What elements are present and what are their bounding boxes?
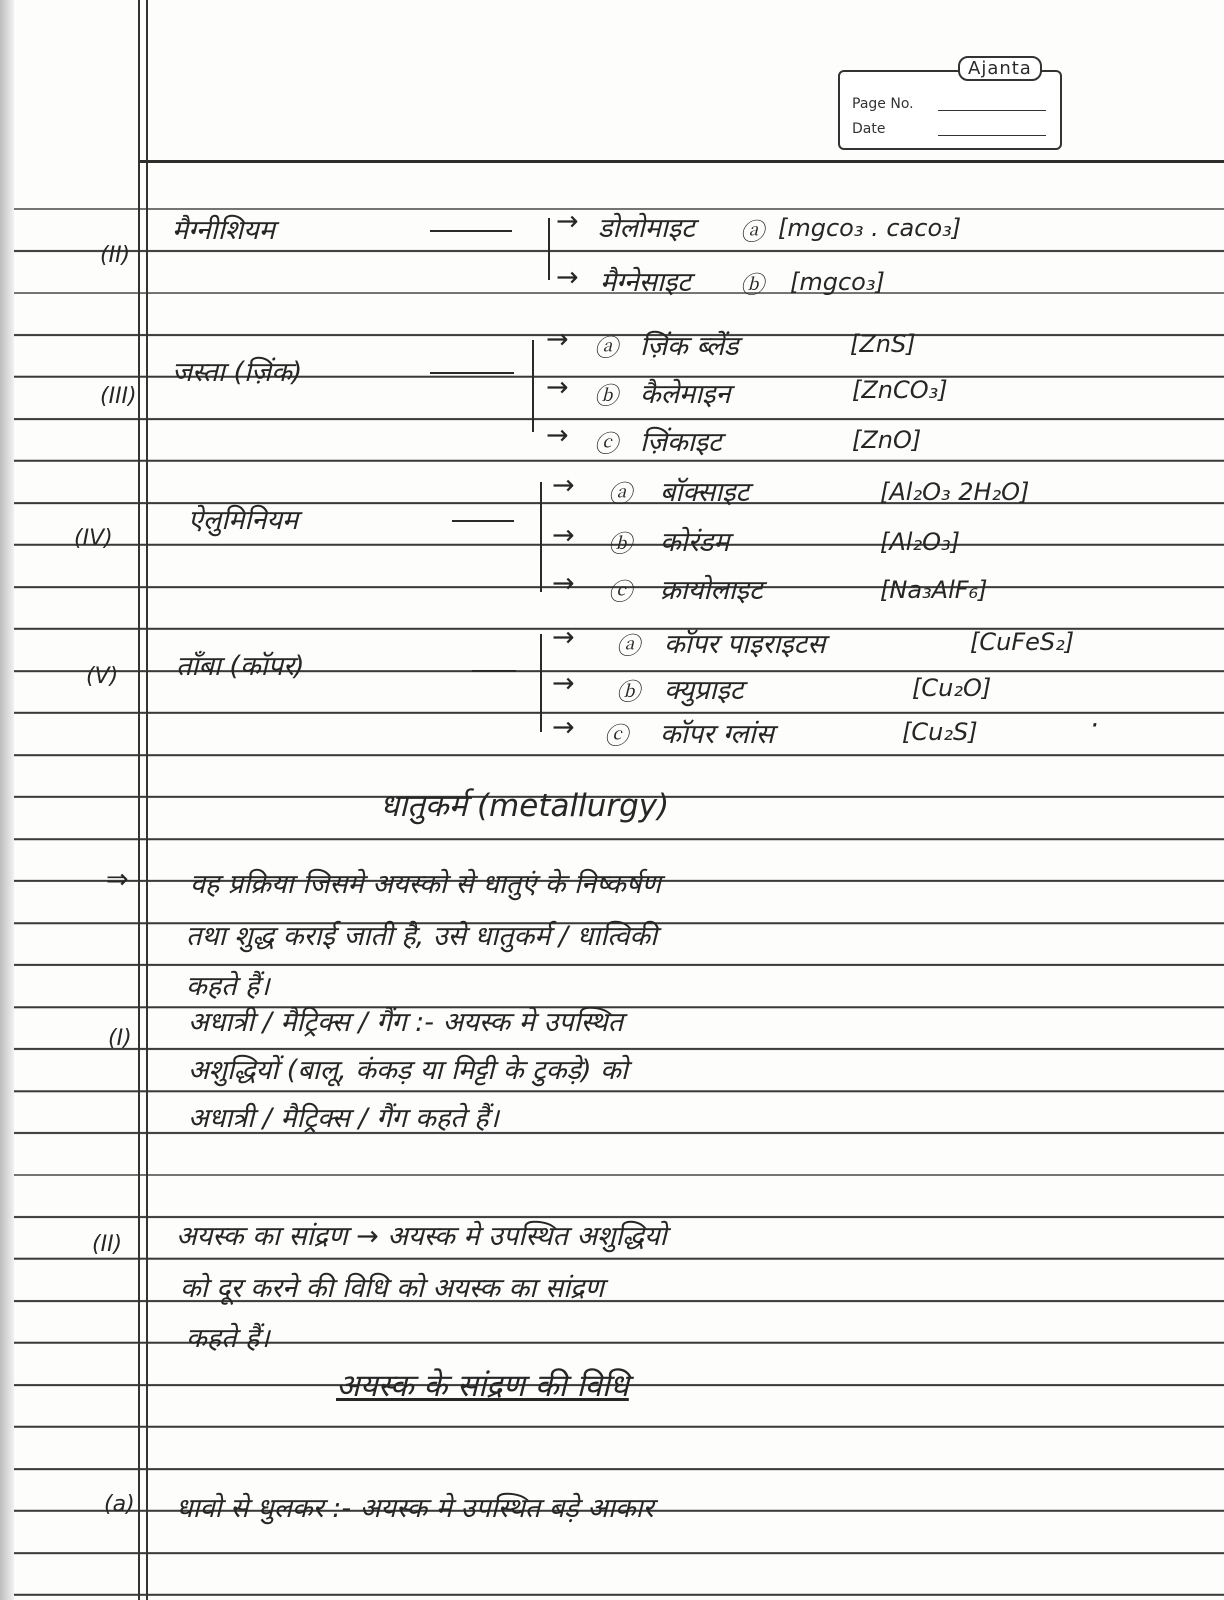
- ore-marker: ⓐ: [608, 480, 632, 508]
- binding-edge: [0, 0, 14, 1600]
- ore-formula: [ZnS]: [850, 330, 916, 358]
- ore-formula: [Al₂O₃]: [880, 528, 960, 556]
- ore-number: (IV): [74, 526, 113, 551]
- paragraph-line: अधात्री / मैट्रिक्स / गैंग कहते हैं।: [188, 1103, 499, 1134]
- ore-name: मैग्नेसाइट: [600, 267, 691, 298]
- header-rule: [140, 160, 1224, 163]
- ore-arrow: →: [546, 324, 569, 355]
- ore-arrow: →: [552, 668, 575, 699]
- ore-formula: [CuFeS₂]: [970, 628, 1075, 656]
- ore-marker: ⓒ: [604, 722, 628, 750]
- section-heading: धातुकर्म (metallurgy): [380, 788, 670, 824]
- connector-dash: [452, 520, 514, 522]
- ore-arrow: →: [552, 470, 575, 501]
- ore-formula: [Cu₂S]: [902, 718, 978, 746]
- ore-name: कॉपर ग्लांस: [660, 719, 774, 750]
- ore-name: क्रायोलाइट: [660, 575, 763, 606]
- ore-name: डोलोमाइट: [598, 213, 695, 244]
- ore-marker: ⓑ: [608, 530, 632, 558]
- ore-metal: ऐलुमिनियम: [188, 505, 299, 536]
- ore-arrow: →: [546, 420, 569, 451]
- ore-metal: मैग्नीशियम: [172, 215, 275, 246]
- ore-formula: [Na₃AlF₆]: [880, 576, 988, 604]
- margin-line: [146, 0, 148, 1600]
- ore-arrow: →: [556, 206, 579, 237]
- ore-bracket: [540, 634, 542, 732]
- ore-marker: ⓐ: [740, 218, 764, 246]
- ore-formula: [Cu₂O]: [912, 674, 992, 702]
- paragraph-line: तथा शुद्ध कराई जाती है, उसे धातुकर्म / धात्विकी: [186, 921, 658, 952]
- paragraph-line: कहते हैं।: [186, 971, 270, 1002]
- brand-logo: Ajanta: [958, 56, 1042, 81]
- paragraph-line: वह प्रक्रिया जिसमे अयस्को से धातुएं के निष्कर्षण: [190, 869, 661, 900]
- ore-bracket: [548, 218, 550, 280]
- dot-mark: ·: [1090, 710, 1099, 741]
- ore-number: (III): [100, 384, 137, 409]
- paragraph-line: कहते हैं।: [186, 1323, 270, 1354]
- ore-name: बॉक्साइट: [660, 477, 750, 508]
- ore-name: क्युप्राइट: [664, 675, 744, 706]
- subheading: अयस्क के सांद्रण की विधि: [336, 1368, 629, 1404]
- ore-marker: ⓐ: [616, 632, 640, 660]
- ore-metal: जस्ता (ज़िंक): [172, 357, 303, 388]
- ore-formula: [ZnO]: [852, 426, 922, 454]
- connector-dash: [472, 670, 516, 672]
- ore-arrow: →: [552, 520, 575, 551]
- ore-number: (V): [86, 664, 119, 689]
- ore-marker: ⓐ: [594, 334, 618, 362]
- ore-name: कैलेमाइन: [640, 379, 731, 410]
- ore-formula: [mgco₃]: [790, 268, 885, 296]
- ore-name: कॉपर पाइराइटस: [664, 629, 826, 660]
- ore-marker: ⓒ: [608, 578, 632, 606]
- ore-formula: [ZnCO₃]: [852, 376, 948, 404]
- ore-bracket: [540, 482, 542, 592]
- ore-arrow: →: [552, 568, 575, 599]
- ore-arrow: →: [552, 622, 575, 653]
- paragraph-line: अशुद्धियों (बालू, कंकड़ या मिट्टी के टुकड़े) को: [188, 1055, 628, 1086]
- ore-marker: ⓑ: [594, 382, 618, 410]
- date-line: [938, 135, 1046, 136]
- ore-name: ज़िंक ब्लेंड: [640, 331, 739, 362]
- ore-name: कोरंडम: [660, 527, 730, 558]
- point-number: (II): [92, 1232, 123, 1257]
- margin-line: [138, 0, 140, 1600]
- ore-arrow: →: [552, 712, 575, 743]
- ore-marker: ⓑ: [616, 678, 640, 706]
- page-no-label: Page No.: [852, 96, 914, 112]
- ore-name: ज़िंकाइट: [640, 427, 722, 458]
- paragraph-line: अयस्क का सांद्रण → अयस्क मे उपस्थित अशुद्धियो: [176, 1221, 667, 1252]
- page-no-line: [938, 110, 1046, 111]
- paragraph-line: को दूर करने की विधि को अयस्क का सांद्रण: [180, 1273, 604, 1304]
- ore-arrow: →: [546, 372, 569, 403]
- paragraph-line: धावो से धुलकर :- अयस्क मे उपस्थित बड़े आकार: [176, 1493, 654, 1524]
- ore-metal: ताँबा (कॉपर): [176, 651, 305, 682]
- intro-mark: ⇒: [106, 864, 129, 895]
- connector-dash: [430, 372, 514, 374]
- ore-number: (II): [100, 243, 131, 268]
- ore-bracket: [532, 340, 534, 432]
- point-number: (a): [104, 1492, 135, 1517]
- paragraph-line: अधात्री / मैट्रिक्स / गैंग :- अयस्क मे उपस्थित: [188, 1007, 624, 1038]
- point-number: (I): [108, 1026, 132, 1051]
- date-label: Date: [852, 121, 886, 137]
- ore-arrow: →: [556, 262, 579, 293]
- ore-marker: ⓒ: [594, 430, 618, 458]
- ore-marker: ⓑ: [740, 271, 764, 299]
- ore-formula: [mgco₃ . caco₃]: [778, 214, 962, 242]
- ore-formula: [Al₂O₃ 2H₂O]: [880, 478, 1030, 506]
- connector-dash: [430, 230, 512, 232]
